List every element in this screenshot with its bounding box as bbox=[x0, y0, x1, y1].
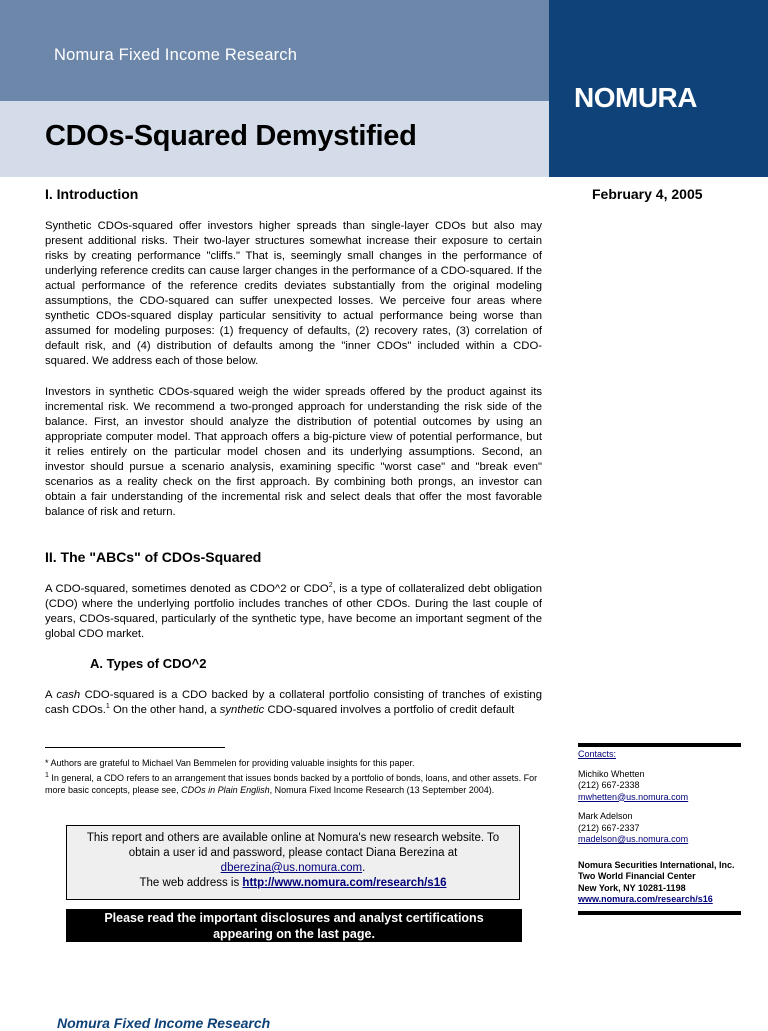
contacts-bottom-rule bbox=[578, 911, 741, 915]
footer-brand: Nomura Fixed Income Research bbox=[57, 1015, 271, 1031]
notice-text: This report and others are available online at Nomura's new research website. To obtain a user id and password, please contact Diana Berezina at bbox=[86, 832, 500, 859]
types-paragraph: A cash CDO-squared is a CDO backed by a collateral portfolio consisting of tranches of existing cash CDOs.$^1$ On the other hand, a synthetic CDO-squared involves a portfolio of credit default bbox=[45, 689, 542, 716]
contact-card bbox=[578, 811, 748, 846]
section-heading-introduction: I. Introduction bbox=[45, 186, 139, 202]
intro-paragraph-1: Synthetic CDOs-squared offer investors higher spreads than single-layer CDOs but also may present additional risks. Their two-layer structures somewhat increase their exposure to certain risks by creating performance "cliffs." That is, seemingly small changes in the performance of underlying reference credits can cause larger changes in the performance of a CDO-squared. If the actual performance of the reference credits deviates substantially from the original modeling assumptions, the CDO-squared can suffer unexpected losses. We perceive four areas where synthetic CDOs-squared display particular sensitivity to actual performance being worse than assumed for modeling purposes: (1) frequency of defaults, (2) recovery rates, (3) correlation of default risk, and (4) distribution of defaults among the "inner CDOs" included within a CDO-squared. We address each of those below. bbox=[45, 220, 542, 367]
contact-phone: (212) 667-2338 bbox=[578, 780, 640, 790]
header-banner bbox=[0, 0, 549, 101]
footnote-divider bbox=[45, 747, 225, 748]
abcs-paragraph: A CDO-squared, sometimes denoted as CDO^2 or CDO$^2$, is a type of collateralized debt obligation (CDO) where the underlying portfolio includes tranches of other CDOs. During the last couple of years, CDOs-squared, particularly of the synthetic type, have become an important segment of the global CDO market. bbox=[45, 582, 542, 640]
publication-date: February 4, 2005 bbox=[592, 186, 703, 202]
firm-name: Nomura Securities International, Inc. bbox=[578, 859, 735, 870]
disclosure-banner: Please read the important disclosures and analyst certifications appearing on the last page. bbox=[66, 909, 522, 942]
research-website-notice: This report and others are available online at Nomura's new research website. To obtain a user id and password, please contact Diana Berezina at dberezina@us.nomura.com. The web address is http://www.nomura.com/research/s16 bbox=[66, 825, 520, 900]
nomura-logo: NOMURA bbox=[574, 82, 697, 113]
contact-email-link[interactable]: madelson@us.nomura.com bbox=[578, 834, 689, 844]
section-heading-abcs: II. The "ABCs" of CDOs-Squared bbox=[45, 549, 262, 565]
contacts-top-rule bbox=[578, 743, 741, 747]
header-brand: Nomura Fixed Income Research bbox=[54, 46, 298, 64]
intro-paragraph-2: Investors in synthetic CDOs-squared weigh the wider spreads offered by the product against its incremental risk. We recommend a two-pronged approach for understanding the risk side of the balance. First, an investor should analyze the distribution of potential outcomes by using an appropriate computer model. That approach offers a big-picture view of potential performance, but it relies entirely on the particular model chosen and its underlying assumptions. Second, an investor should pursue a scenario analysis, examining specific "worst case" and "break even" scenarios as a reality check on the first approach. By combining both prongs, an investor can obtain a fair understanding of the incremental risk and select deals that offer the most favorable balance of risk and return. bbox=[45, 386, 542, 518]
footnote-star: * Authors are grateful to Michael Van Bemmelen for providing valuable insights for this paper. bbox=[45, 758, 415, 768]
contact-name: Mark Adelson bbox=[578, 811, 633, 821]
footnote-1: $^1$ In general, a CDO refers to an arrangement that issues bonds backed by a portfolio of bonds, loans, and other assets. For more basic concepts, please see, CDOs in Plain English, Nomura Fixed Income Research (13 September 2004). bbox=[45, 772, 538, 795]
contacts-panel bbox=[578, 749, 748, 906]
contact-card bbox=[578, 769, 748, 804]
firm-address-line-1: Two World Financial Center bbox=[578, 871, 696, 881]
research-website-link[interactable]: http://www.nomura.com/research/s16 bbox=[242, 877, 447, 889]
subsection-heading-types: A. Types of CDO^2 bbox=[90, 656, 207, 671]
contact-name: Michiko Whetten bbox=[578, 768, 645, 779]
firm-website-link[interactable]: www.nomura.com/research/s16 bbox=[578, 894, 713, 904]
contact-email-link[interactable]: mwhetten@us.nomura.com bbox=[578, 791, 689, 802]
contact-email-link[interactable]: dberezina@us.nomura.com bbox=[220, 862, 363, 874]
contacts-label: Contacts: bbox=[578, 749, 617, 759]
page-title: CDOs-Squared Demystified bbox=[45, 120, 417, 152]
firm-address-line-2: New York, NY 10281-1198 bbox=[578, 882, 686, 893]
contact-phone: (212) 667-2337 bbox=[578, 822, 640, 833]
